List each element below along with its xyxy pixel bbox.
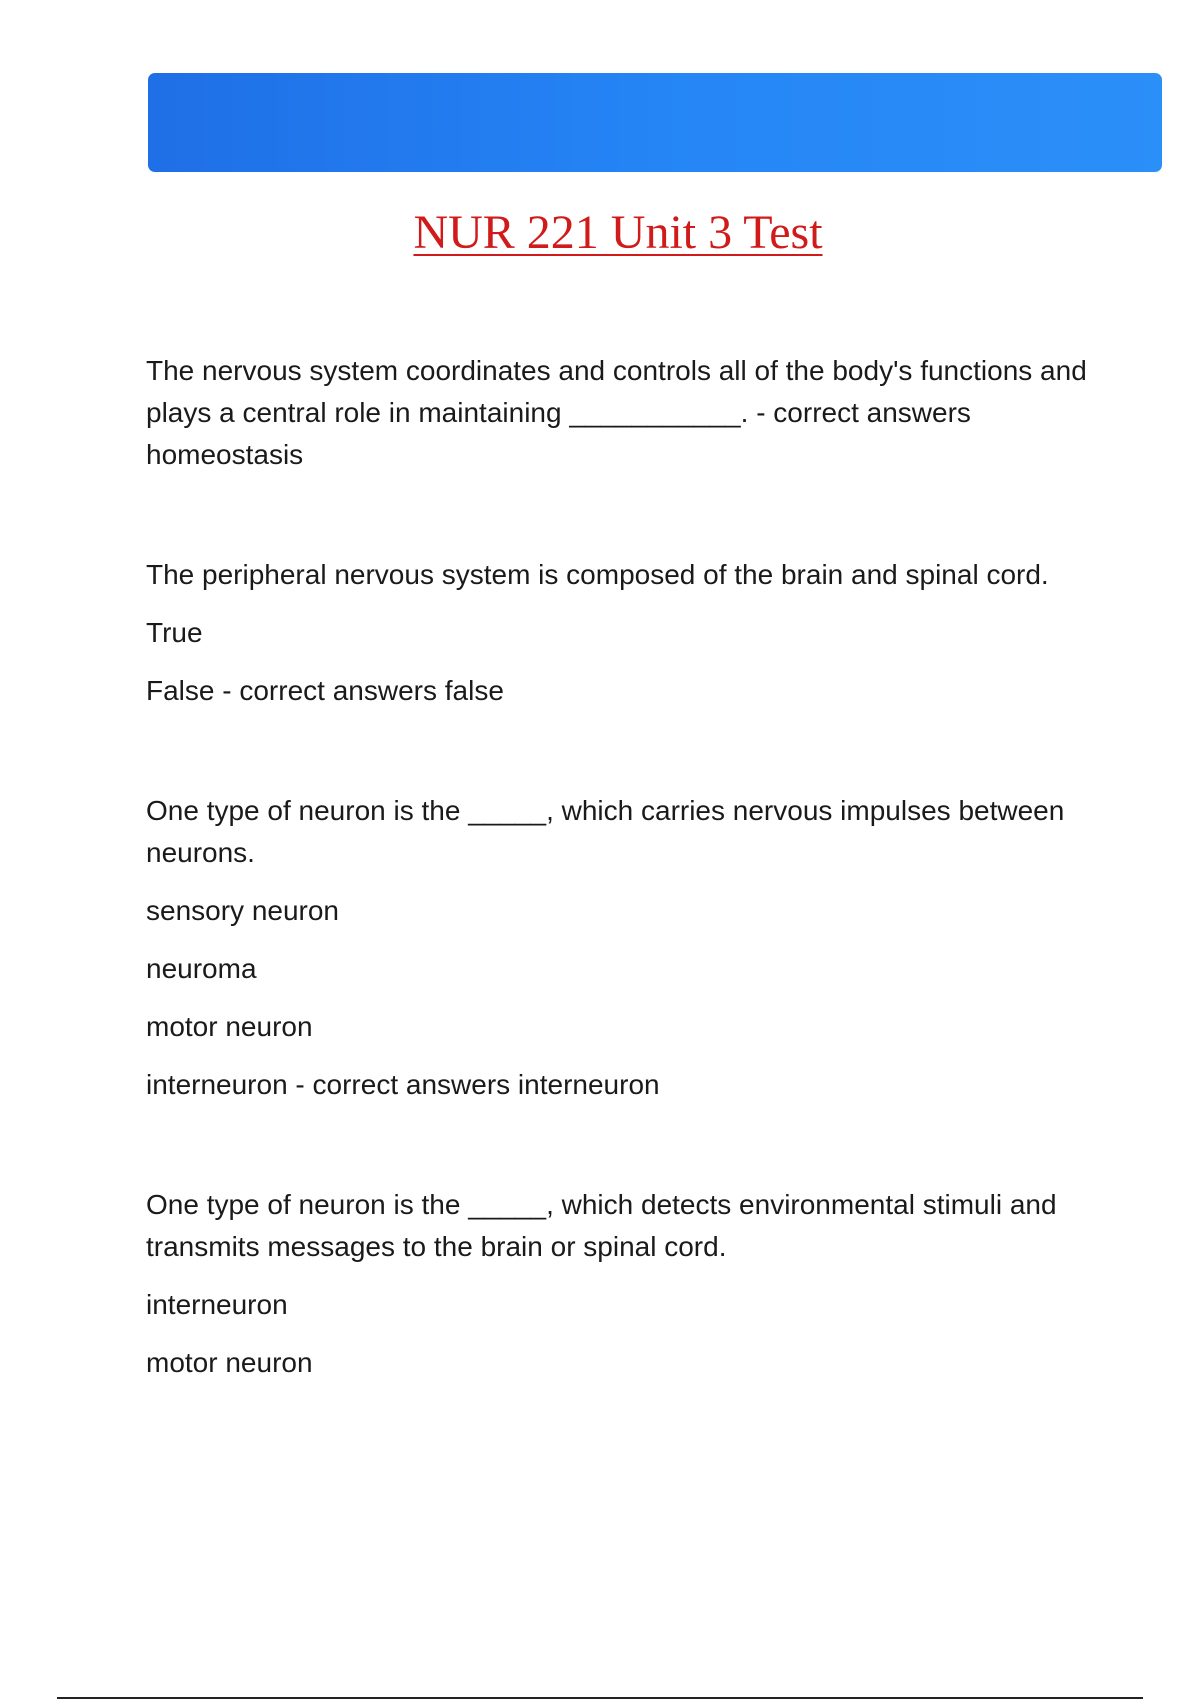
document-title: NUR 221 Unit 3 Test [413, 206, 823, 259]
answer-option: neuroma [146, 953, 257, 984]
footer-divider [57, 1697, 1143, 1699]
answer-option: interneuron [146, 1289, 288, 1320]
question-text: The peripheral nervous system is composed of the brain and spinal cord. [146, 559, 1049, 590]
question-1 [146, 350, 1096, 476]
question-text: One type of neuron is the _____, which detects environmental stimuli and transmits messages to the brain or spinal cord. [146, 1189, 1057, 1262]
question-2 [146, 554, 1096, 712]
question-text: One type of neuron is the _____, which carries nervous impulses between neurons. [146, 795, 1065, 868]
answer-option: True [146, 617, 203, 648]
question-text: The nervous system coordinates and controls all of the body's functions and plays a central role in maintaining ___________. - correct answers homeostasis [146, 355, 1087, 470]
question-3 [146, 790, 1096, 1106]
question-list [146, 350, 1096, 1462]
header-banner [148, 73, 1162, 172]
answer-option: interneuron - correct answers interneuron [146, 1069, 660, 1100]
answer-option: motor neuron [146, 1011, 313, 1042]
answer-option: sensory neuron [146, 895, 340, 926]
answer-option: motor neuron [146, 1347, 313, 1378]
answer-option: False - correct answers false [146, 675, 504, 706]
question-4 [146, 1184, 1096, 1384]
